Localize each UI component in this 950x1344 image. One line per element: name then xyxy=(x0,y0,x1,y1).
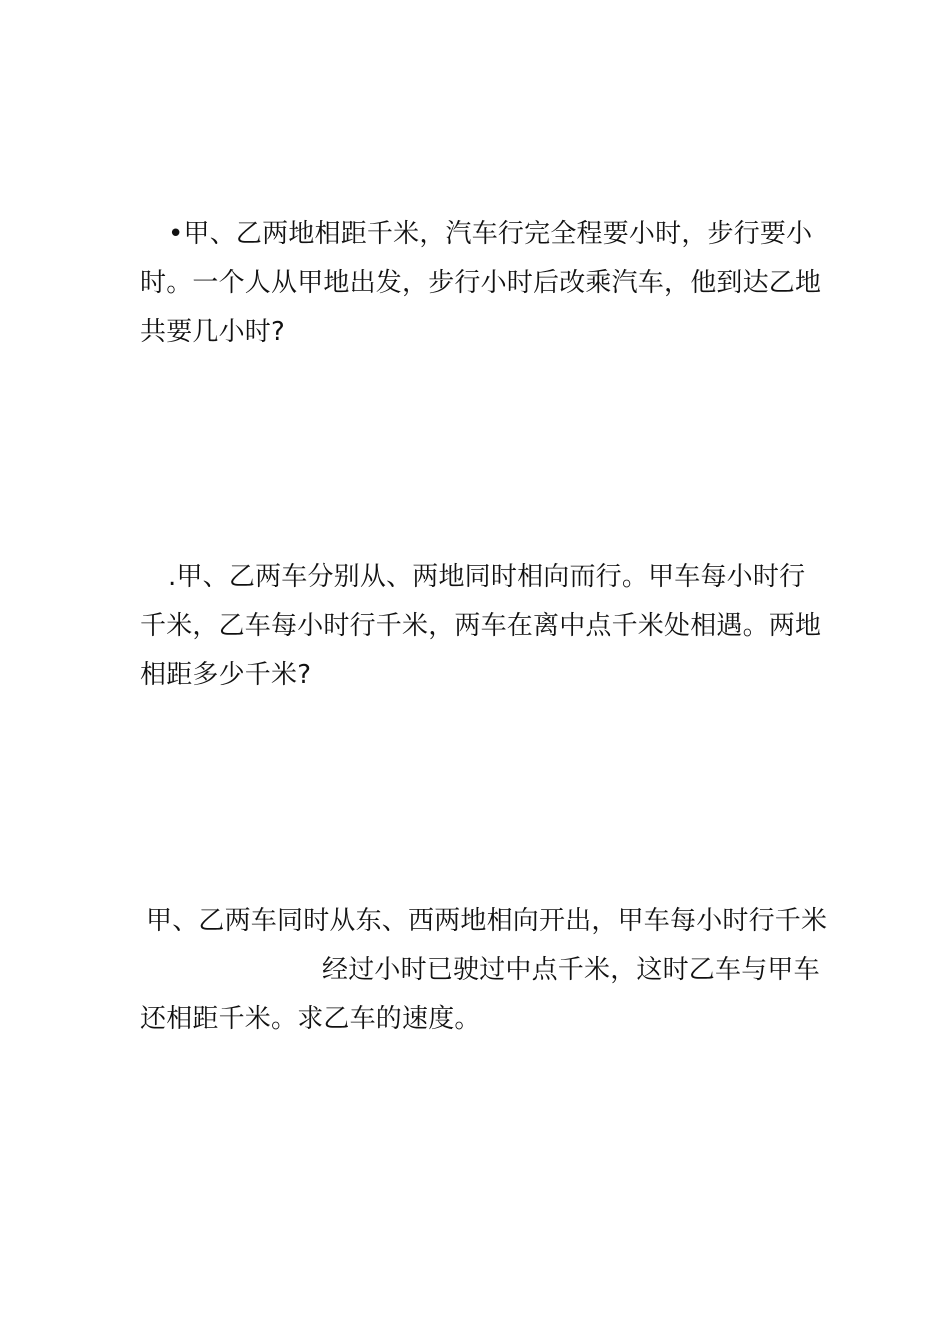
problem-1 xyxy=(140,210,820,357)
problem-2-line-3: 相距多少千米? xyxy=(140,660,312,690)
problem-3 xyxy=(140,897,828,1044)
problem-2-line-2: 千米，乙车每小时行千米，两车在离中点千米处相遇。两地 xyxy=(140,611,822,641)
problem-1-line-3: 共要几小时? xyxy=(140,317,285,347)
problem-3-line-2: 经过小时已驶过中点千米，这时乙车与甲车 xyxy=(322,955,820,985)
problem-1-line-1: •甲、乙两地相距千米，汽车行完全程要小时，步行要小 xyxy=(168,219,813,249)
problem-3-line-1: 甲、乙两车同时从东、西两地相向开出，甲车每小时行千米 xyxy=(146,906,828,936)
problem-2-line-1: .甲、乙两车分别从、两地同时相向而行。甲车每小时行 xyxy=(168,562,806,592)
problem-1-line-2: 时。一个人从甲地出发，步行小时后改乘汽车，他到达乙地 xyxy=(140,268,822,298)
problem-3-line-3: 还相距千米。求乙车的速度。 xyxy=(140,1004,481,1034)
problem-2 xyxy=(140,553,820,700)
